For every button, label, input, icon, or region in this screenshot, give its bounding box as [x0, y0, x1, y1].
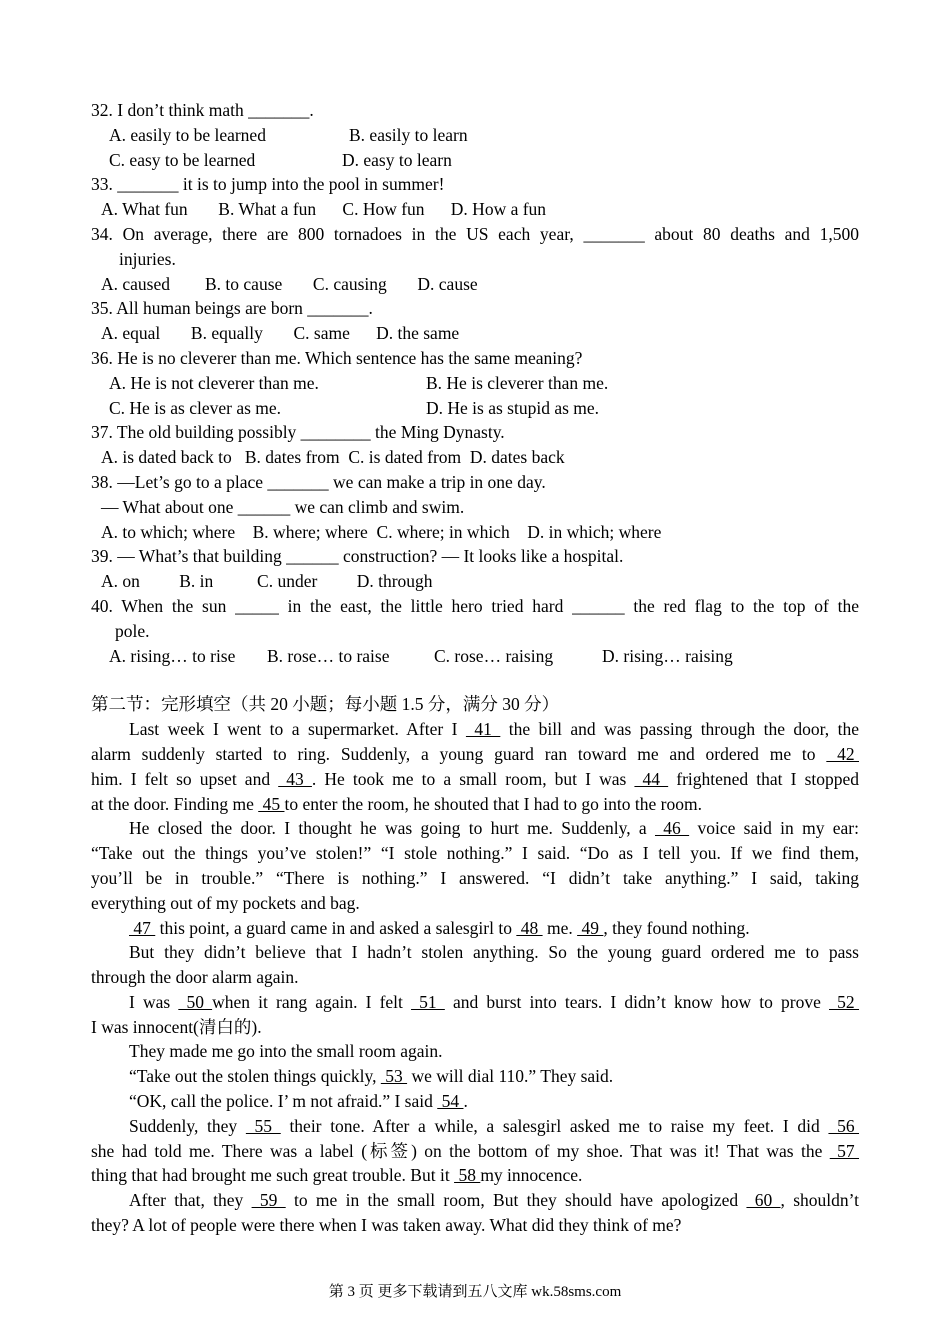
passage-line: “Take out the stolen things quickly, 53 we will dial 110.” They said.: [129, 1066, 614, 1087]
question-36-options-row1: A. He is not cleverer than me. B. He is cleverer than me.: [109, 372, 609, 393]
cloze-blank: 42: [826, 743, 859, 764]
passage-line: I was innocent(清白的).: [91, 1016, 262, 1037]
passage-line: I was 50 when it rang again. I felt 51 and burst into tears. I didn’t know how to prove 52: [129, 991, 860, 1012]
passage-paragraph: [91, 1039, 859, 1064]
question-33-options: A. What fun B. What a fun C. How fun D. How a fun: [101, 199, 547, 220]
passage-line: “Take out the things you’ve stolen!” “I stole nothing.” I said. “Do as I tell you. If we find them,: [91, 843, 859, 864]
question-33-stem: 33. _______ it is to jump into the pool in summer!: [91, 174, 445, 195]
cloze-blank: 55: [245, 1115, 281, 1136]
question-35-stem: 35. All human beings are born _______.: [91, 298, 373, 319]
cloze-blank: 48: [516, 917, 543, 938]
question-34-options: A. caused B. to cause C. causing D. cause: [101, 273, 478, 294]
question-40-stem-line1: 40. When the sun _____ in the east, the little hero tried hard ______ the red flag to the top of the: [91, 595, 859, 616]
passage-line: After that, they 59 to me in the small room, But they should have apologized 60 , shouldn’t: [129, 1190, 860, 1211]
passage-line: Last week I went to a supermarket. After I 41 the bill and was passing through the door, the: [129, 719, 859, 740]
cloze-blank: 49: [577, 917, 604, 938]
passage-line: through the door alarm again.: [91, 967, 299, 988]
question-36-stem: 36. He is no cleverer than me. Which sentence has the same meaning?: [91, 347, 583, 368]
passage-line: But they didn’t believe that I hadn’t stolen anything. So the young guard ordered me to pass: [129, 942, 859, 963]
passage-line: alarm suddenly started to ring. Suddenly, a young guard ran toward me and ordered me to 42: [91, 743, 859, 764]
passage-paragraph: [91, 1114, 859, 1188]
cloze-blank: 60: [746, 1190, 781, 1211]
passage-paragraph: [91, 940, 859, 990]
cloze-passage: [91, 717, 859, 1238]
passage-paragraph: [91, 916, 859, 941]
question-39-stem: 39. — What’s that building ______ construction? — It looks like a hospital.: [91, 546, 624, 567]
cloze-blank: 57: [829, 1140, 860, 1161]
passage-line: “OK, call the police. I’ m not afraid.” I said 54 .: [129, 1091, 468, 1112]
question-40-options: A. rising… to rise B. rose… to raise C. rose… raising D. rising… raising: [109, 645, 733, 666]
passage-paragraph: [91, 717, 859, 816]
passage-paragraph: [91, 990, 859, 1040]
question-38-options: A. to which; where B. where; where C. where; in which D. in which; where: [101, 521, 662, 542]
question-34-stem-line1: 34. On average, there are 800 tornadoes in the US each year, _______ about 80 deaths and 1,500: [91, 223, 859, 244]
cloze-blank: 54: [437, 1091, 464, 1112]
question-38-reply: — What about one ______ we can climb and swim.: [101, 496, 465, 517]
cloze-blank: 51: [411, 991, 445, 1012]
cloze-blank: 58: [454, 1165, 481, 1186]
cloze-blank: 53: [380, 1066, 408, 1087]
cloze-blank: 43: [278, 768, 312, 789]
question-32-options-row1: A. easily to be learned B. easily to learn: [109, 124, 468, 145]
passage-line: 47 this point, a guard came in and asked a salesgirl to 48 me. 49 , they found nothing.: [129, 917, 750, 938]
passage-line: him. I felt so upset and 43 . He took me to a small room, but I was 44 frightened that I stopped: [91, 768, 860, 789]
cloze-blank: 46: [654, 818, 690, 839]
question-35-options: A. equal B. equally C. same D. the same: [101, 323, 460, 344]
passage-paragraph: [91, 816, 859, 915]
passage-line: at the door. Finding me 45 to enter the room, he shouted that I had to go into the room.: [91, 793, 702, 814]
passage-line: Suddenly, they 55 their tone. After a while, a salesgirl asked me to raise my feet. I did 56: [129, 1115, 860, 1136]
cloze-blank: 50: [178, 991, 213, 1012]
question-40-stem-line2: pole.: [115, 620, 150, 641]
question-37-stem: 37. The old building possibly ________ the Ming Dynasty.: [91, 422, 505, 443]
cloze-blank: 47: [129, 917, 156, 938]
passage-line: they? A lot of people were there when I was taken away. What did they think of me?: [91, 1215, 682, 1236]
passage-line: They made me go into the small room again.: [129, 1041, 443, 1062]
question-38-stem: 38. —Let’s go to a place _______ we can make a trip in one day.: [91, 471, 546, 492]
question-34-stem-line2: injuries.: [119, 248, 176, 269]
passage-line: He closed the door. I thought he was going to hurt me. Suddenly, a 46 voice said in my ear:: [129, 818, 859, 839]
passage-paragraph: [91, 1188, 859, 1238]
passage-line: she had told me. There was a label (标签) on the bottom of my shoe. That was it! That was the 57: [91, 1140, 860, 1161]
question-39-options: A. on B. in C. under D. through: [101, 571, 433, 592]
passage-line: thing that had brought me such great trouble. But it 58 my innocence.: [91, 1165, 583, 1186]
exam-page: [91, 98, 859, 1238]
cloze-blank: 52: [829, 991, 860, 1012]
cloze-blank: 41: [465, 719, 501, 740]
question-37-options: A. is dated back to B. dates from C. is dated from D. dates back: [101, 447, 565, 468]
passage-line: everything out of my pockets and bag.: [91, 892, 360, 913]
page-footer: 第 3 页 更多下载请到五八文库 wk.58sms.com: [328, 1284, 622, 1300]
cloze-blank: 45: [258, 793, 285, 814]
passage-paragraph: [91, 1089, 859, 1114]
section-title: 第二节：完形填空（共 20 小题；每小题 1.5 分，满分 30 分）: [91, 694, 560, 715]
question-32-options-row2: C. easy to be learned D. easy to learn: [109, 149, 452, 170]
cloze-blank: 44: [634, 768, 669, 789]
cloze-blank: 56: [828, 1115, 860, 1136]
question-36-options-row2: C. He is as clever as me. D. He is as stupid as me.: [109, 397, 600, 418]
question-32-stem: 32. I don’t think math _______.: [91, 100, 314, 120]
passage-paragraph: [91, 1064, 859, 1089]
passage-line: you’ll be in trouble.” “There is nothing.” I answered. “I didn’t take anything.” I said, taking: [91, 867, 859, 888]
cloze-blank: 59: [251, 1190, 286, 1211]
